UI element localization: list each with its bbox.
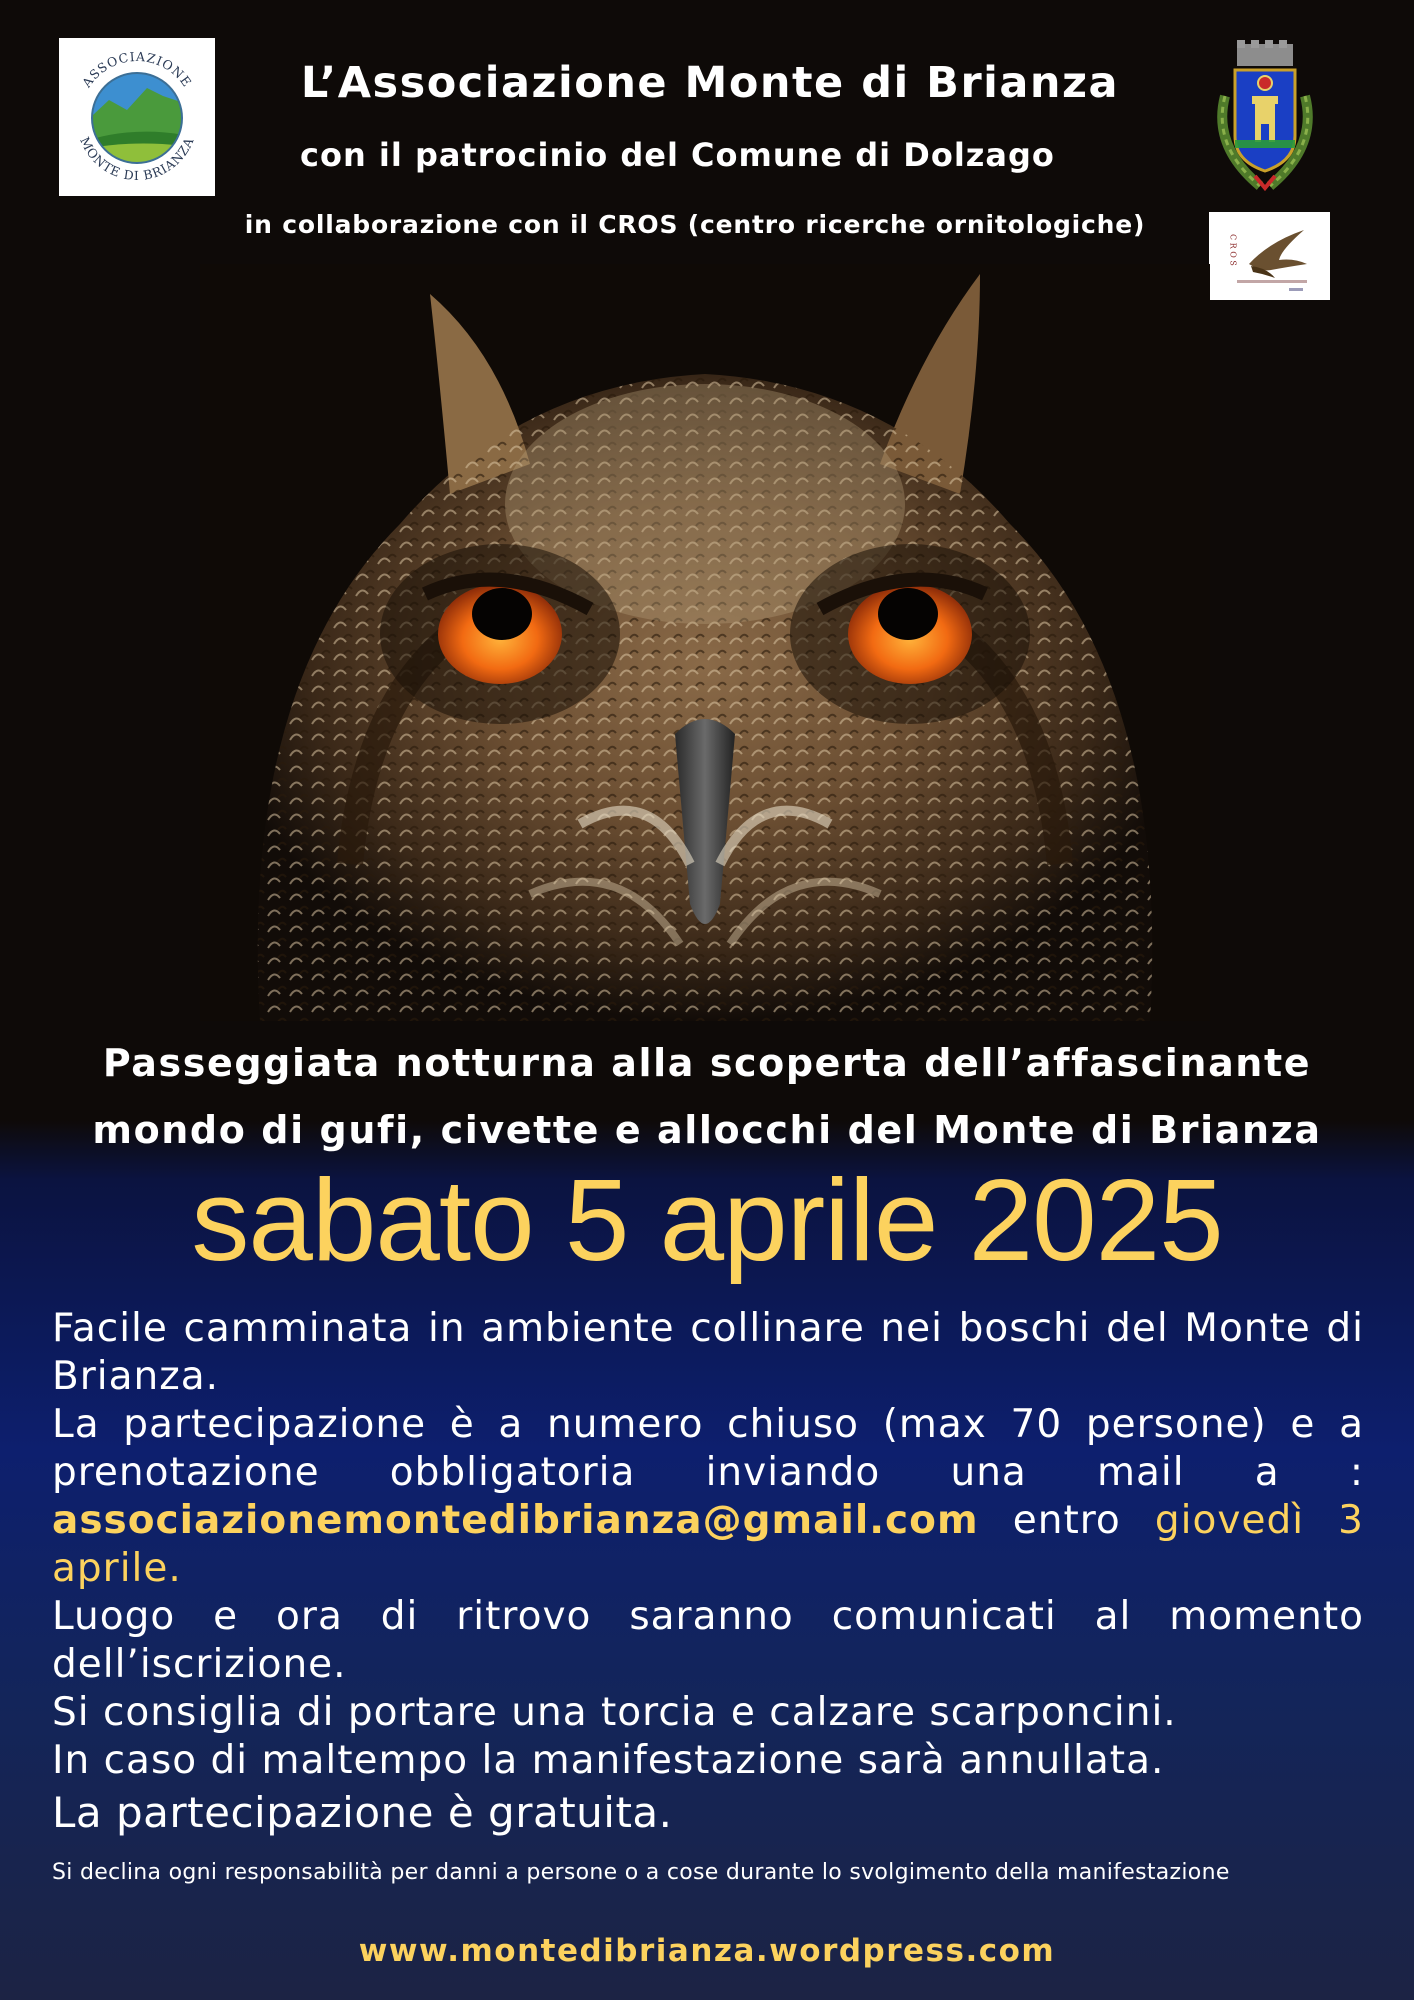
svg-text:C R O S: C R O S [1228,234,1238,266]
association-logo-icon [59,38,215,196]
details-entro: entro [1012,1498,1121,1543]
event-description-heading [60,1030,1354,1164]
details-free: La partecipazione è gratuita. [52,1788,673,1837]
details-walk [52,1305,1364,1401]
svg-text:MONTE DI BRIANZA: MONTE DI BRIANZA [77,134,197,184]
booking-deadline: giovedì 3 aprile. [52,1498,1364,1591]
event-details [52,1305,1364,1841]
event-date: sabato 5 aprile 2025 [191,1155,1223,1285]
subtitle-line-2: mondo di gufi, civette e allocchi del Monte di Brianza [92,1108,1322,1152]
details-walk-text: Facile camminata in ambiente collinare nei boschi del Monte di Brianza. [52,1306,1364,1399]
disclaimer: Si declina ogni responsabilità per danni a persone o a cose durante lo svolgimento della manifestazione [52,1860,1230,1885]
details-meeting-point [52,1593,1364,1689]
comune-crest-icon [1200,36,1330,196]
organizer-title: L’Associazione Monte di Brianza [300,58,1120,108]
details-weather: In caso di maltempo la manifestazione sarà annullata. [52,1738,1165,1783]
details-booking-text: La partecipazione è a numero chiuso (max 70 persone) e a prenotazione obbligatoria inviando una mail a : [52,1402,1364,1495]
owl-photo [200,264,1210,1021]
patronage-line: con il patrocinio del Comune di Dolzago [300,136,1055,174]
cros-swallow-logo-icon [1209,212,1330,300]
collaboration-line: in collaborazione con il CROS (centro ricerche ornitologiche) [244,210,1146,239]
details-meeting-point-text: Luogo e ora di ritrovo saranno comunicati al momento dell’iscrizione. [52,1594,1364,1687]
details-booking [52,1401,1364,1593]
subtitle-line-1: Passeggiata notturna alla scoperta dell’affascinante [102,1041,1312,1085]
website-link[interactable]: www.montedibrianza.wordpress.com [358,1933,1056,1969]
svg-text:ASSOCIAZIONE: ASSOCIAZIONE [78,48,196,91]
details-equipment: Si consiglia di portare una torcia e calzare scarponcini. [52,1690,1177,1735]
contact-email-link[interactable]: associazionemontedibrianza@gmail.com [52,1498,979,1543]
